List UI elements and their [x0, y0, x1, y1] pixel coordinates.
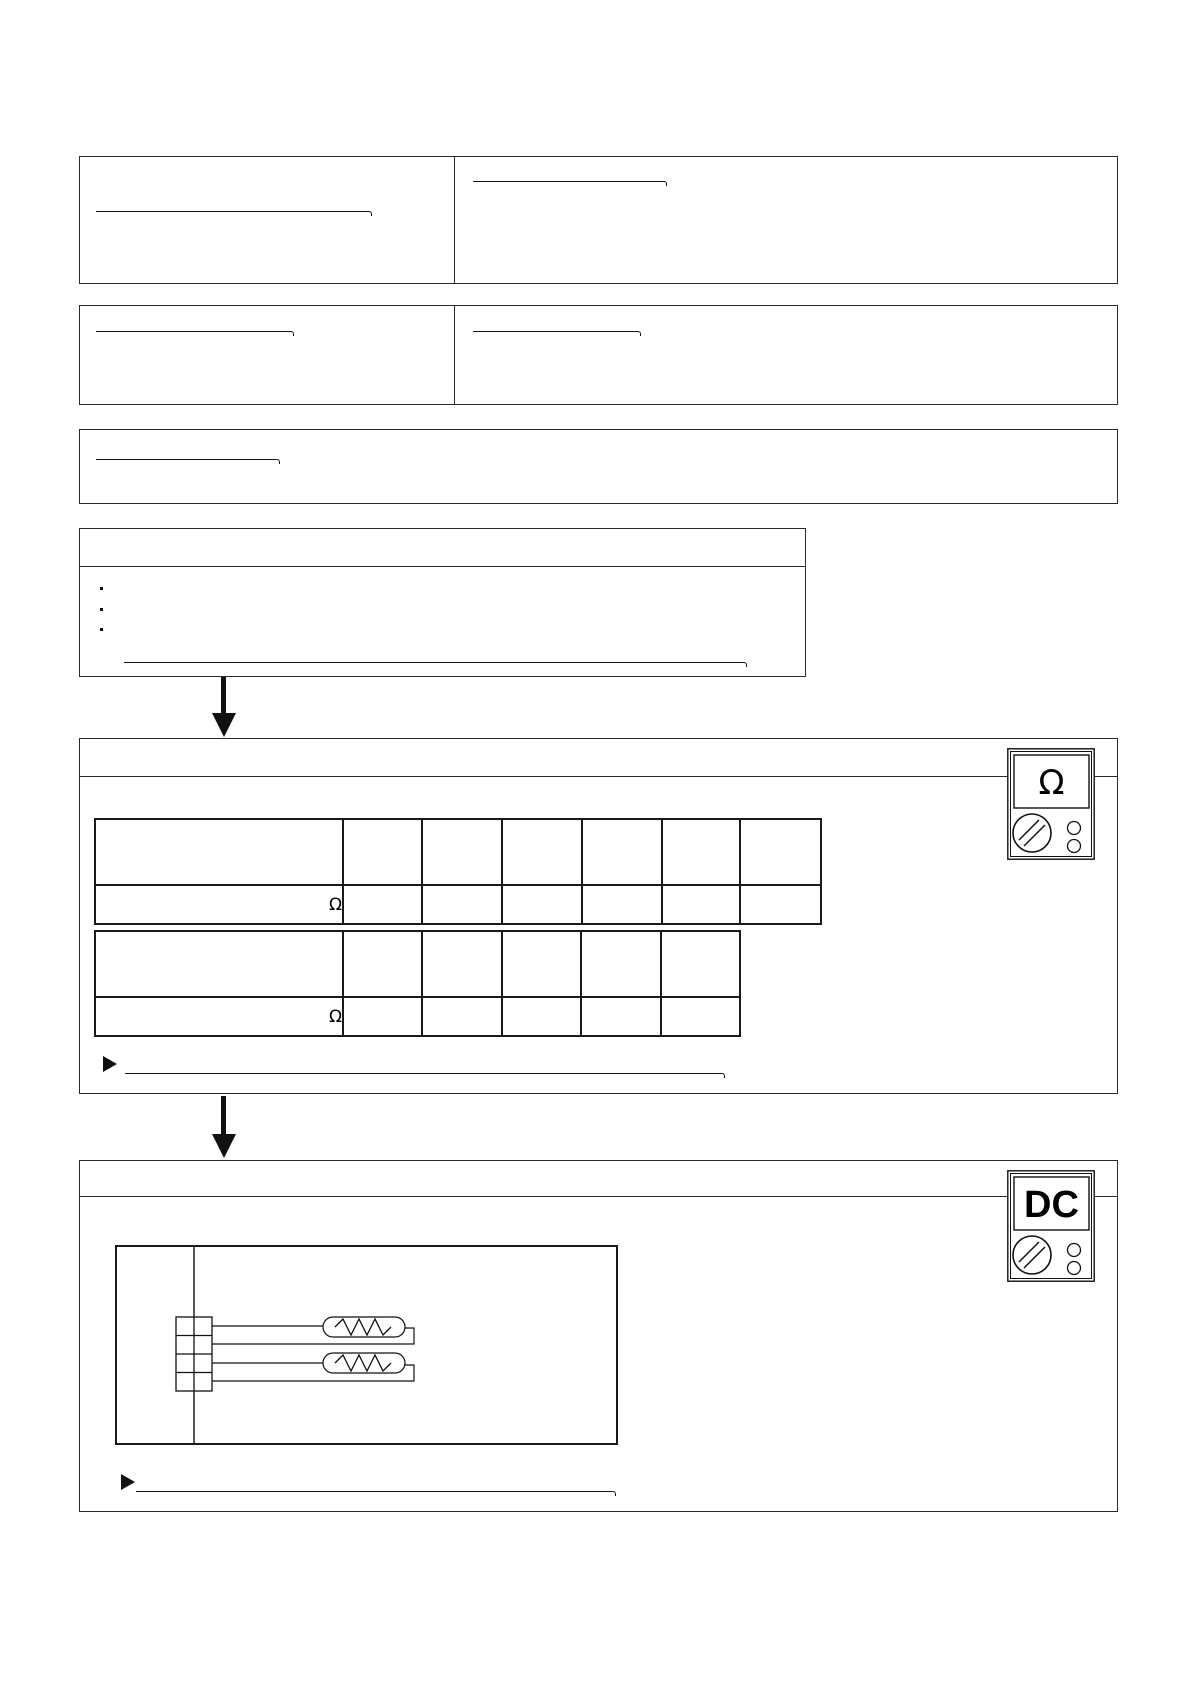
table-cell — [662, 885, 740, 924]
info-box-1 — [79, 156, 1118, 284]
table-cell — [661, 997, 740, 1036]
dc-voltmeter-label: DC — [1024, 1184, 1079, 1226]
info-box-2-right-underline — [473, 331, 638, 332]
wiring-diagram — [115, 1245, 618, 1445]
bullet-icon — [100, 587, 103, 590]
info-box-1-divider — [454, 157, 455, 283]
table-cell — [502, 885, 582, 924]
info-box-1-right-underline — [473, 181, 664, 182]
arrow-down-icon — [212, 1096, 236, 1158]
ohmmeter-label: Ω — [1038, 763, 1065, 803]
resistance-table-1 — [94, 818, 822, 925]
table-row — [95, 819, 821, 885]
table-cell — [582, 885, 662, 924]
table-cell — [502, 931, 581, 997]
connector-icon — [176, 1317, 212, 1391]
resistor-icon — [212, 1353, 414, 1381]
info-box-3 — [79, 429, 1118, 504]
table-row — [95, 931, 740, 997]
table-cell — [95, 819, 343, 885]
triangle-right-icon — [121, 1474, 135, 1490]
conditions-box — [79, 528, 806, 677]
table-cell — [422, 931, 502, 997]
table-cell — [582, 819, 662, 885]
dc-voltmeter-icon — [1007, 1170, 1095, 1282]
conditions-header-line — [80, 566, 805, 567]
conditions-underline — [124, 662, 744, 663]
resistance-table-2 — [94, 930, 741, 1037]
resistance-check-header-line — [80, 776, 1117, 777]
bullet-icon — [100, 608, 103, 611]
table-cell — [95, 931, 343, 997]
arrow-down-icon — [212, 677, 236, 737]
table-cell — [422, 819, 502, 885]
table-cell — [502, 997, 581, 1036]
table-cell — [343, 997, 422, 1036]
info-box-2-divider — [454, 306, 455, 404]
voltage-check-header-line — [80, 1196, 1117, 1197]
resistor-icon — [212, 1317, 414, 1344]
resistance-unit-label: Ω — [95, 885, 343, 924]
resistance-unit-label: Ω — [95, 997, 343, 1036]
table-cell — [343, 819, 422, 885]
table-cell — [343, 885, 422, 924]
bullet-icon — [100, 628, 103, 631]
table-cell — [740, 885, 821, 924]
info-box-2-left-underline — [96, 331, 291, 332]
table-cell — [422, 885, 502, 924]
triangle-right-icon — [103, 1056, 117, 1072]
info-box-2 — [79, 305, 1118, 405]
table-cell — [502, 819, 582, 885]
table-cell — [661, 931, 740, 997]
table-row — [95, 997, 740, 1036]
table-cell — [740, 819, 821, 885]
wiring-diagram-drawing — [117, 1247, 616, 1443]
info-box-1-left-underline — [96, 211, 369, 212]
resistance-check-box — [79, 738, 1118, 1094]
table-cell — [343, 931, 422, 997]
table-cell — [581, 931, 661, 997]
table-row — [95, 885, 821, 924]
info-box-3-underline — [96, 459, 277, 460]
voltage-result-underline — [136, 1491, 613, 1492]
table-cell — [581, 997, 661, 1036]
resistance-result-underline — [125, 1073, 722, 1074]
table-cell — [422, 997, 502, 1036]
ohmmeter-icon — [1007, 748, 1095, 860]
table-cell — [662, 819, 740, 885]
